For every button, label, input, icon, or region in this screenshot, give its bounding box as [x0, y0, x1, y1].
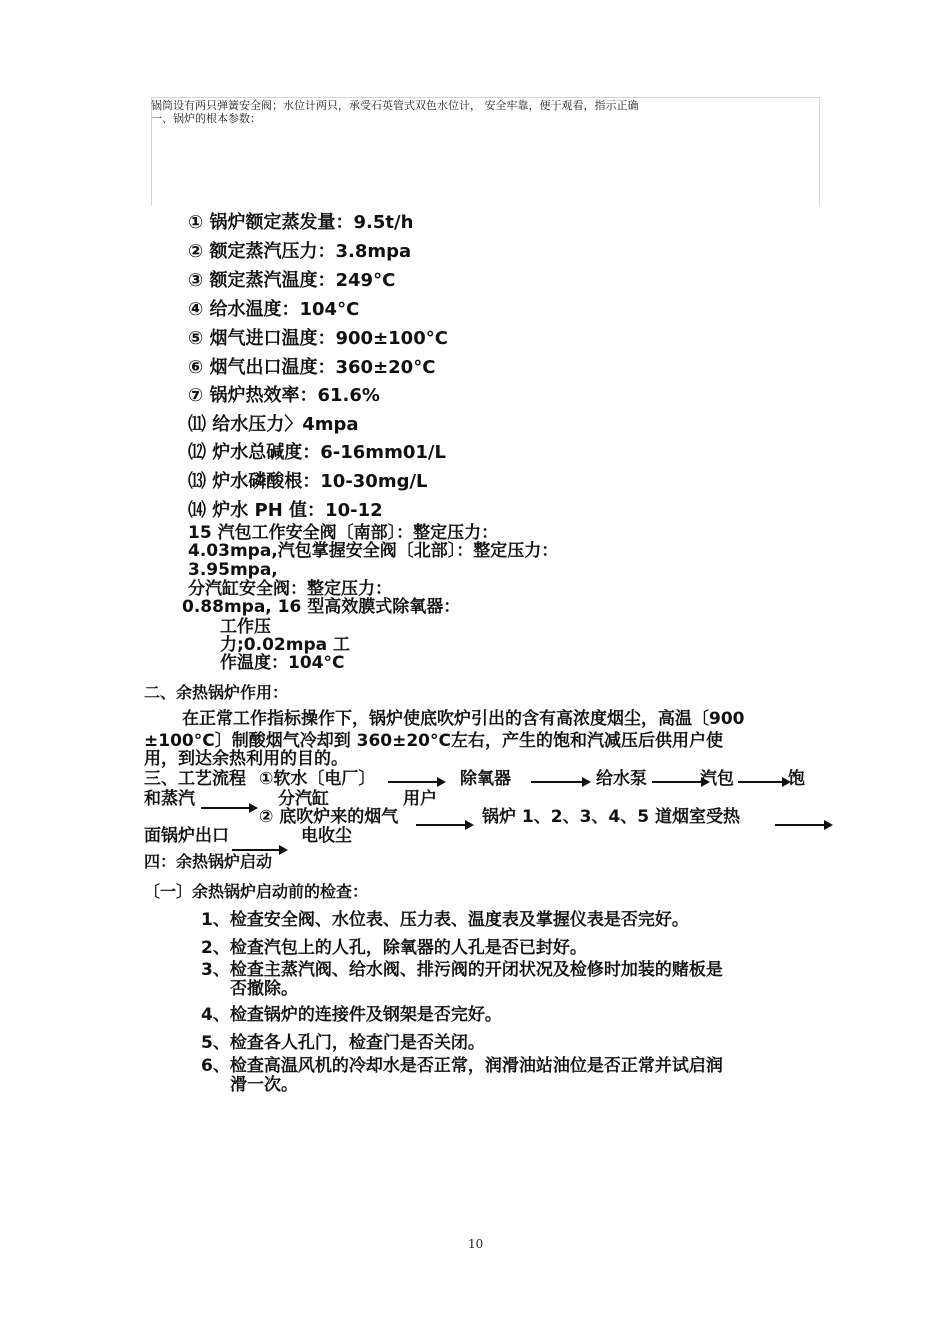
param-6: ⑥ 烟气出口温度：360±20°C [188, 357, 436, 378]
param-11: ⑾ 给水压力〉4mpa [188, 414, 359, 435]
section-3-heading: 三、工艺流程 [144, 769, 246, 789]
section-2-para-line-3: 用，到达余热利用的目的。 [144, 749, 348, 769]
param-15-line-5: 0.88mpa, 16 型高效膜式除氧器： [182, 597, 461, 617]
param-1: ① 锅炉额定蒸发量：9.5t/h [188, 212, 414, 233]
checklist-item-6-cont: 滑一次。 [230, 1075, 298, 1095]
section-4-subheading: 〔一〕余热锅炉启动前的检查： [144, 882, 369, 901]
section-2-heading: 二、余热锅炉作用： [144, 683, 289, 702]
param-13: ⒀ 炉水磷酸根：10-30mg/L [188, 471, 428, 492]
section-4-heading: 四：余热锅炉启动 [144, 852, 273, 871]
section-2-para-line-2: ±100°C〕制酸烟气冷却到 360±20°C左右，产生的饱和汽减压后供用户使 [144, 731, 723, 751]
param-15-line-3: 3.95mpa, [188, 560, 278, 580]
param-4: ④ 给水温度：104°C [188, 299, 360, 320]
param-15-line-6: 工作压 [220, 617, 271, 637]
flow-feed-pump: 给水泵 [596, 769, 647, 789]
flow-steam-header: 分汽缸 [278, 789, 329, 809]
checklist-item-6: 6、检查高温风机的冷却水是否正常，润滑油站油位是否正常并试启润 [201, 1056, 723, 1076]
flow-arrow-1 [388, 781, 444, 783]
flow-boiler-chambers: 锅炉 1、2、3、4、5 道烟室受热 [482, 807, 740, 827]
checklist-item-5: 5、检查各人孔门，检查门是否关闭。 [201, 1033, 485, 1053]
flow-boiler-outlet: 面锅炉出口 [144, 826, 229, 846]
checklist-item-2: 2、检查汽包上的人孔，除氧器的人孔是否已封好。 [201, 938, 587, 958]
flow-arrow-5 [201, 807, 256, 809]
param-14: ⒁ 炉水 PH 值：10-12 [188, 500, 383, 521]
param-15-line-4: 分汽缸安全阀：整定压力： [188, 579, 392, 599]
flow-arrow-6 [416, 824, 472, 826]
flow-saturated: 饱 [788, 769, 805, 789]
param-3: ③ 额定蒸汽温度：249°C [188, 270, 396, 291]
checklist-item-4: 4、检查锅炉的连接件及钢架是否完好。 [201, 1005, 502, 1025]
header-line-1: 锅筒设有两只弹簧安全阀；水位计两只，承受石英管式双色水位计， 安全牢靠，便于观看，指示正确 [151, 99, 639, 112]
section-2-para-line-1: 在正常工作指标操作下，锅炉使底吹炉引出的含有高浓度烟尘，高温〔900 [182, 709, 745, 729]
checklist-item-1: 1、检查安全阀、水位表、压力表、温度表及掌握仪表是否完好。 [201, 910, 689, 930]
flow-arrow-7 [775, 824, 831, 826]
flow-arrow-2 [531, 781, 589, 783]
flow-arrow-4 [738, 781, 789, 783]
flow-saturated-steam: 和蒸汽 [144, 789, 195, 809]
flow-arrow-8 [232, 849, 286, 851]
param-15-line-8: 作温度：104°C [220, 653, 345, 673]
param-7: ⑦ 锅炉热效率：61.6% [188, 385, 380, 406]
flow-esp: 电收尘 [301, 826, 352, 846]
param-15-line-2: 4.03mpa,汽包掌握安全阀〔北部〕：整定压力： [188, 541, 559, 561]
param-15-line-7: 力;0.02mpa 工 [220, 635, 351, 655]
flow-user: 用户 [403, 789, 437, 809]
flow-flue-gas: ② 底吹炉来的烟气 [259, 807, 399, 827]
param-5: ⑤ 烟气进口温度：900±100°C [188, 328, 448, 349]
flow-deaerator: 除氧器 [460, 769, 511, 789]
param-12: ⑿ 炉水总碱度：6-16mm01/L [188, 442, 446, 463]
checklist-item-3: 3、检查主蒸汽阀、给水阀、排污阀的开闭状况及检修时加装的赌板是 [201, 960, 723, 980]
header-line-2: 一、锅炉的根本参数： [151, 112, 261, 125]
page-number: 10 [468, 1237, 484, 1251]
param-2: ② 额定蒸汽压力：3.8mpa [188, 241, 412, 262]
flow-drum: 汽包 [700, 769, 734, 789]
param-15-line-1: 15 汽包工作安全阀〔南部〕：整定压力： [188, 523, 499, 543]
flow-soft-water: ①软水〔电厂〕 [259, 769, 376, 789]
checklist-item-3-cont: 否撤除。 [230, 979, 298, 999]
